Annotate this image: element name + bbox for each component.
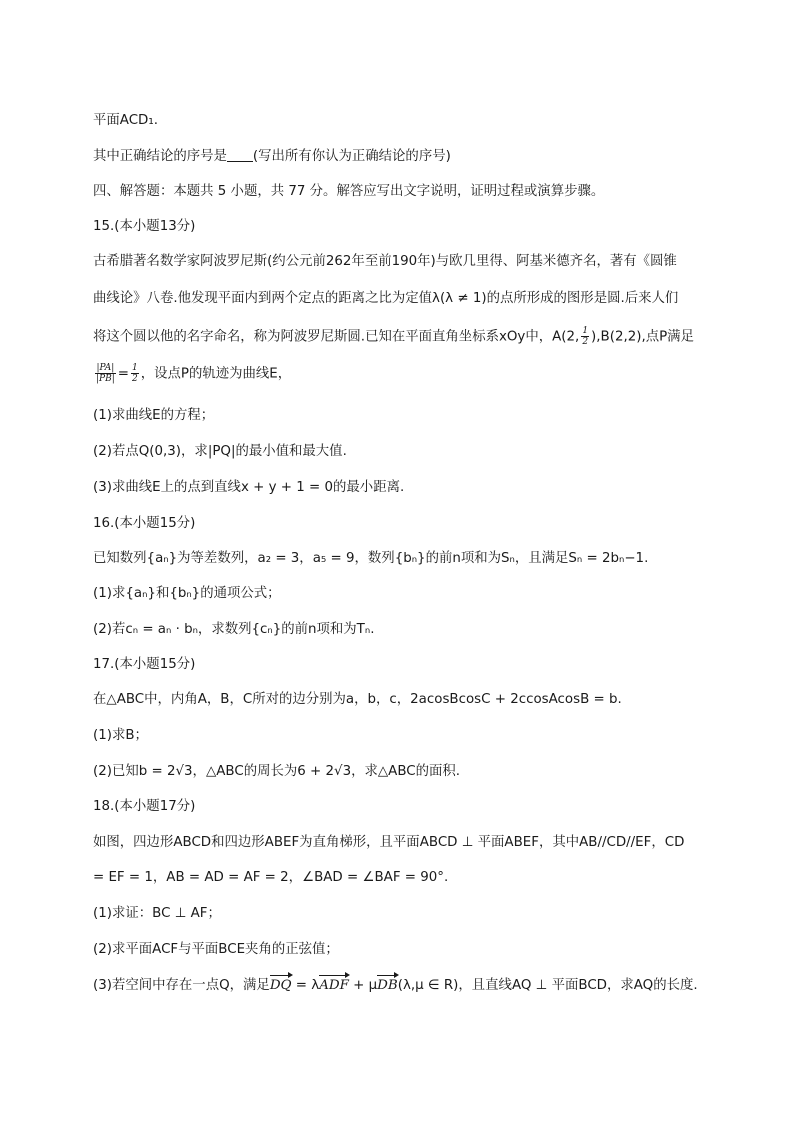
question-18-heading: 18.(本小题17分) xyxy=(93,799,196,814)
text-span: 将这个圆以他的名字命名，称为阿波罗尼斯圆.已知在平面直角坐标系xOy中，A(2, xyxy=(93,329,580,345)
fill-in-line xyxy=(93,147,704,167)
fraction-denominator: 2 xyxy=(131,374,138,384)
equals-sign: = xyxy=(117,366,129,382)
vector-adf: ADF xyxy=(319,976,349,996)
fraction-numerator: |PA| xyxy=(96,363,115,373)
fraction-numerator: 1 xyxy=(131,363,138,373)
sub-question: (2)已知b = 2√3，△ABC的周长为6 + 2√3，求△ABC的面积. xyxy=(93,764,461,779)
section-heading: 四、解答题：本题共 5 小题，共 77 分。解答应写出文字说明，证明过程或演算步骤。 xyxy=(93,184,605,199)
fraction xyxy=(131,363,139,384)
question-17-heading: 17.(本小题15分) xyxy=(93,657,196,672)
sub-question: (1)求{aₙ}和{bₙ}的通项公式； xyxy=(93,586,281,601)
text-span: = λ xyxy=(291,978,320,993)
text-span: (写出所有你认为正确结论的序号) xyxy=(252,149,451,164)
text-line: 已知数列{aₙ}为等差数列，a₂ = 3，a₅ = 9，数列{bₙ}的前n项和为Sₙ，且满足Sₙ = 2bₙ−1. xyxy=(93,551,649,566)
fraction xyxy=(95,363,116,384)
fraction xyxy=(581,326,589,347)
text-line xyxy=(93,363,704,385)
text-line: 曲线论》八卷.他发现平面内到两个定点的距离之比为定值λ(λ ≠ 1)的点所形成的图形是圆.后来人们 xyxy=(93,291,679,306)
text-line: 平面ACD₁. xyxy=(93,113,158,128)
text-span: ),B(2,2),点P满足 xyxy=(591,329,694,345)
text-span: ，设点P的轨迹为曲线E， xyxy=(140,366,292,382)
question-15-heading: 15.(本小题13分) xyxy=(93,219,196,234)
text-span: (λ,μ ∈ R)，且直线AQ ⊥ 平面BCD，求AQ的长度. xyxy=(397,978,698,993)
sub-question: (1)求曲线E的方程； xyxy=(93,408,215,423)
text-line: 如图，四边形ABCD和四边形ABEF为直角梯形，且平面ABCD ⊥ 平面ABEF，其中AB//CD//EF，CD xyxy=(93,835,685,850)
answer-blank xyxy=(227,161,253,162)
sub-question: (3)求曲线E上的点到直线x + y + 1 = 0的最小距离. xyxy=(93,480,405,495)
text-span: 其中正确结论的序号是 xyxy=(93,149,227,164)
text-line: 在△ABC中，内角A，B，C所对的边分别为a，b，c，2acosBcosC + 2ccosAcosB = b. xyxy=(93,692,622,707)
sub-question: (1)求B； xyxy=(93,728,148,743)
sub-question xyxy=(93,976,704,996)
question-16-heading: 16.(本小题15分) xyxy=(93,516,196,531)
text-line: = EF = 1，AB = AD = AF = 2，∠BAD = ∠BAF = 90°. xyxy=(93,870,449,885)
text-line xyxy=(93,326,704,348)
vector-db: DB xyxy=(377,976,398,996)
vector-dq: DQ xyxy=(270,976,292,996)
text-line: 古希腊著名数学家阿波罗尼斯(约公元前262年至前190年)与欧几里得、阿基米德齐名，著有《圆锥 xyxy=(93,254,677,269)
sub-question: (1)求证：BC ⊥ AF； xyxy=(93,906,221,921)
text-span: (3)若空间中存在一点Q，满足 xyxy=(93,978,270,993)
sub-question: (2)求平面ACF与平面BCE夹角的正弦值； xyxy=(93,942,339,957)
fraction-denominator: |PB| xyxy=(96,374,115,384)
text-span: + μ xyxy=(348,978,378,993)
fraction-denominator: 2 xyxy=(582,337,589,347)
fraction-numerator: 1 xyxy=(582,326,589,336)
sub-question: (2)若cₙ = aₙ · bₙ，求数列{cₙ}的前n项和为Tₙ. xyxy=(93,622,375,637)
sub-question: (2)若点Q(0,3)，求|PQ|的最小值和最大值. xyxy=(93,444,347,459)
